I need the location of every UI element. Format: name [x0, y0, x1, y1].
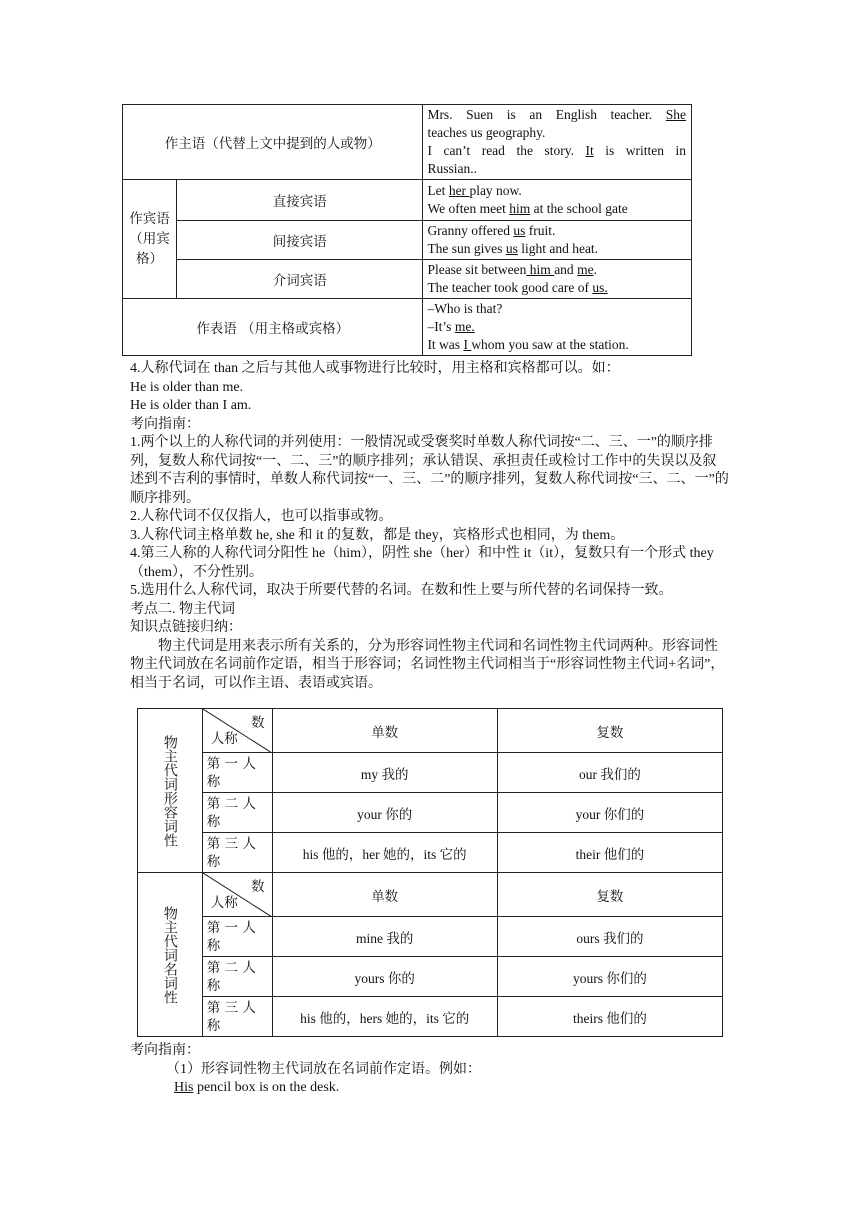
underlined-pronoun: She [665, 107, 686, 122]
singular-cell: his 他的，her 她的，its 它的 [272, 833, 497, 873]
guide-point-3: 3.人称代词主格单数 he, she 和 it 的复数，都是 they，宾格形式也相同，为 them。 [130, 527, 625, 543]
pronoun-function-table [122, 104, 692, 356]
possessive-intro-paragraph: 物主代词是用来表示所有关系的，分为形容词性物主代词和名词性物主代词两种。形容词性物主代词放在名词前作定语，相当于形容词；名词性物主代词相当于“形容词性物主代词+名词”，相当于名词，可以作主语、表语或宾语。 [130, 638, 725, 691]
example-line [427, 240, 686, 258]
predicative-label: 作表语 （用主格或宾格） [123, 299, 423, 356]
prepositional-object-label: 介词宾语 [176, 260, 422, 299]
example-text: at the school gate [530, 201, 628, 216]
example-text: The sun gives [427, 241, 506, 256]
person-cell: 第 一 人称 [202, 917, 272, 957]
subject-examples [423, 105, 692, 180]
example-text: It was [427, 337, 464, 352]
object-label [123, 180, 177, 299]
plural-cell: yours 你们的 [497, 957, 722, 997]
underlined-pronoun: us [505, 241, 518, 256]
possessive-pronoun-table [137, 708, 723, 1037]
example-text: I can’t read the story. [427, 143, 586, 158]
singular-column-header: 单数 [272, 709, 497, 753]
plural-column-header: 复数 [497, 709, 722, 753]
plural-cell: our 我们的 [497, 753, 722, 793]
example-text: Granny offered [427, 223, 514, 238]
example-line [427, 160, 686, 178]
diagonal-header-cell [202, 873, 272, 917]
person-cell: 第 一 人称 [202, 753, 272, 793]
guide-section-2 [130, 1042, 730, 1098]
table-row [138, 957, 723, 997]
example-text: The teacher took good care of [427, 280, 593, 295]
table-row [138, 793, 723, 833]
guide-point-5: 5.选用什么人称代词，取决于所要代替的名词。在数和性上要与所代替的名词保持一致。 [130, 583, 673, 598]
group-side-label: 物主代词形容词性 [138, 709, 203, 873]
note-comparison: 4.人称代词在 than 之后与其他人或事物进行比较时，用主格和宾格都可以。如： [130, 361, 620, 376]
singular-cell: yours 你的 [272, 957, 497, 997]
example-line [427, 124, 686, 142]
plural-cell: their 他们的 [497, 833, 722, 873]
example-line [427, 336, 686, 354]
example-line [427, 142, 686, 160]
diag-top-label: 数 [251, 715, 265, 731]
group-side-label: 物主代词名词性 [138, 873, 203, 1037]
diag-bottom-label: 人称 [210, 731, 238, 747]
singular-cell: my 我的 [272, 753, 497, 793]
example-line [427, 106, 686, 124]
example-sentence: He is older than I am. [130, 398, 252, 413]
singular-cell: his 他的，hers 她的，its 它的 [272, 997, 497, 1037]
direct-object-examples [423, 180, 692, 221]
example-text: . [593, 262, 597, 277]
singular-column-header: 单数 [272, 873, 497, 917]
singular-cell: your 你的 [272, 793, 497, 833]
underlined-pronoun: us [513, 223, 526, 238]
underlined-pronoun: us. [592, 280, 608, 295]
plural-cell: theirs 他们的 [497, 997, 722, 1037]
example-rest: pencil box is on the desk. [193, 1080, 340, 1095]
underlined-pronoun: His [174, 1080, 194, 1095]
example-text: whom you saw at the station. [471, 337, 629, 352]
section-heading: 考点二. 物主代词 [130, 601, 235, 617]
example-text: Russian.. [427, 161, 477, 176]
example-text: is written in [593, 143, 687, 158]
guide-point-2: 2.人称代词不仅仅指人，也可以指事或物。 [130, 509, 393, 524]
direct-object-label: 直接宾语 [176, 180, 422, 221]
diagonal-header-cell [202, 709, 272, 753]
example-text: Let [427, 183, 449, 198]
underlined-pronoun: him [509, 201, 531, 216]
table-row [138, 753, 723, 793]
example-line [427, 300, 686, 318]
example-line [427, 222, 686, 240]
example-text: fruit. [525, 223, 556, 238]
plural-cell: ours 我们的 [497, 917, 722, 957]
diag-top-label: 数 [251, 879, 265, 895]
notes-section [130, 360, 730, 693]
example-text: –Who is that? [427, 301, 503, 316]
example-sentence [130, 1079, 730, 1098]
underlined-pronoun: me [577, 262, 594, 277]
plural-cell: your 你们的 [497, 793, 722, 833]
person-cell: 第 二 人称 [202, 793, 272, 833]
example-text: We often meet [427, 201, 510, 216]
person-cell: 第 三 人称 [202, 833, 272, 873]
singular-cell: mine 我的 [272, 917, 497, 957]
person-cell: 第 三 人称 [202, 997, 272, 1037]
example-line [427, 182, 686, 200]
table-row [138, 833, 723, 873]
example-line [427, 200, 686, 218]
example-text: Please sit between [427, 262, 527, 277]
example-sentence: He is older than me. [130, 379, 244, 395]
example-text: play now. [469, 183, 522, 198]
diag-bottom-label: 人称 [210, 895, 238, 911]
table-row [138, 917, 723, 957]
example-text: and [554, 262, 578, 277]
person-cell: 第 二 人称 [202, 957, 272, 997]
example-line [427, 261, 686, 279]
subject-label: 作主语（代替上文中提到的人或物） [123, 105, 423, 180]
indirect-object-examples [423, 221, 692, 260]
prepositional-object-examples [423, 260, 692, 299]
guide-point-1: 1.两个以上的人称代词的并列使用：一般情况或受褒奖时单数人称代词按“二、三、一”的顺序排列，复数人称代词按“一、二、三”的顺序排列；承认错误、承担责任或检讨工作中的失误以及叙述到不吉利的事情时，单数人称代词按“一、三、二”的顺序排列，复数人称代词按“三、二、一”的顺序排列。 [130, 435, 729, 506]
table-row [138, 997, 723, 1037]
guide-heading: 考向指南： [130, 416, 200, 432]
indirect-object-label: 间接宾语 [176, 221, 422, 260]
example-text: –It’s [427, 319, 455, 334]
guide-heading: 考向指南： [130, 1043, 200, 1058]
underlined-pronoun: her [448, 183, 470, 198]
guide-point: （1）形容词性物主代词放在名词前作定语。例如： [166, 1061, 481, 1077]
underlined-pronoun: It [585, 143, 594, 158]
example-text: light and heat. [517, 241, 599, 256]
underlined-pronoun: me. [454, 319, 475, 334]
plural-column-header: 复数 [497, 873, 722, 917]
guide-point-4: 4.第三人称的人称代词分阳性 he（him），阴性 she（her）和中性 it（it），复数只有一个形式 they（them），不分性别。 [130, 546, 714, 580]
underlined-pronoun: him [526, 262, 555, 277]
summary-heading: 知识点链接归纳： [130, 620, 242, 635]
example-line [427, 279, 686, 297]
example-text: Mrs. Suen is an English teacher. [427, 107, 666, 122]
predicative-examples [423, 299, 692, 356]
example-line [427, 318, 686, 336]
object-label-text: 作宾语（用宾格） [129, 211, 170, 267]
example-text: teaches us geography. [427, 125, 546, 140]
underlined-pronoun: I [463, 337, 472, 352]
